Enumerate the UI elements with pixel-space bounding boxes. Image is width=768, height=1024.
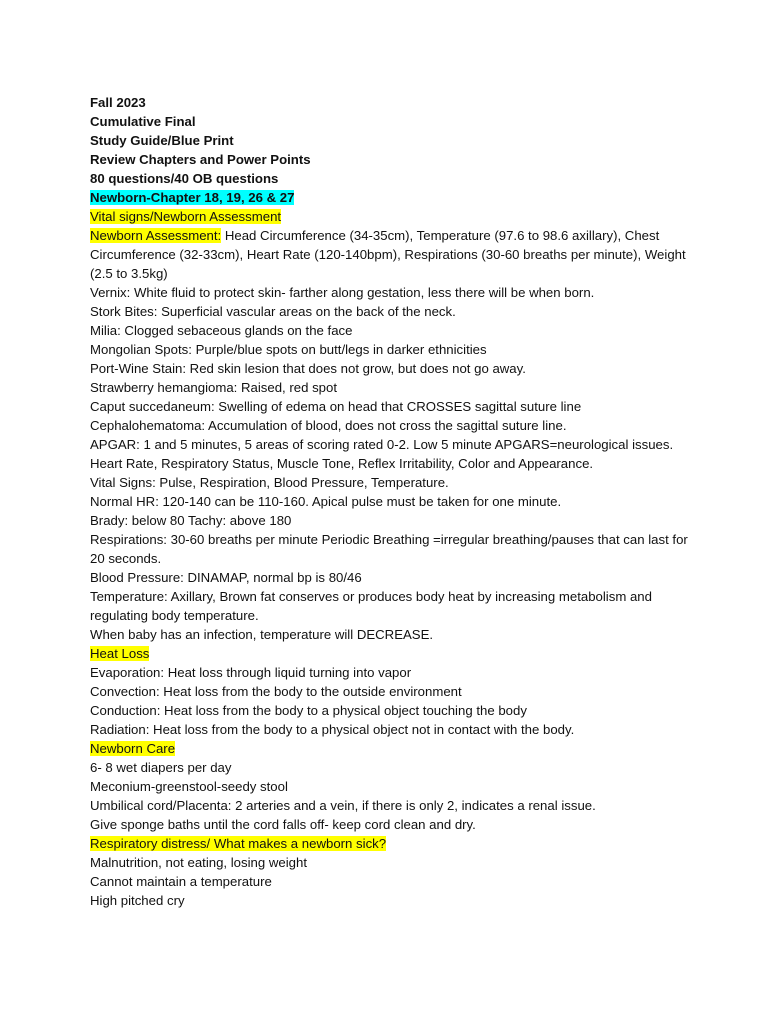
assessment-item: Strawberry hemangioma: Raised, red spot — [90, 380, 338, 395]
newborn-care-item: Give sponge baths until the cord falls off- keep cord clean and dry. — [90, 817, 476, 832]
header-review: Review Chapters and Power Points — [90, 152, 311, 167]
heat-loss-item: Radiation: Heat loss from the body to a physical object not in contact with the body. — [90, 722, 575, 737]
assessment-item: Vital Signs: Pulse, Respiration, Blood Pressure, Temperature. — [90, 475, 449, 490]
assessment-item: Respirations: 30-60 breaths per minute Periodic Breathing =irregular breathing/pauses that can last for 20 seconds. — [90, 532, 688, 566]
newborn-care-item: Umbilical cord/Placenta: 2 arteries and a vein, if there is only 2, indicates a renal issue. — [90, 798, 596, 813]
chapter-heading: Newborn-Chapter 18, 19, 26 & 27 — [90, 190, 295, 205]
newborn-care-item: Meconium-greenstool-seedy stool — [90, 779, 288, 794]
newborn-assessment-text: Head Circumference (34-35cm), Temperature (97.6 to 98.6 axillary), Chest Circumference (32-33cm), Heart Rate (120-140bpm), Respirations (30-60 breaths per minute), Weight (2.5 to 3.5kg) — [90, 228, 686, 281]
header-exam: Cumulative Final — [90, 114, 196, 129]
heat-loss-item: Convection: Heat loss from the body to the outside environment — [90, 684, 462, 699]
respiratory-heading: Respiratory distress/ What makes a newborn sick? — [90, 836, 387, 851]
assessment-item: Normal HR: 120-140 can be 110-160. Apical pulse must be taken for one minute. — [90, 494, 562, 509]
assessment-item: Blood Pressure: DINAMAP, normal bp is 80/46 — [90, 570, 362, 585]
document-page — [90, 93, 690, 910]
chapter-heading-line — [90, 188, 690, 207]
heat-loss-item: Conduction: Heat loss from the body to a physical object touching the body — [90, 703, 527, 718]
newborn-care-heading-line — [90, 739, 690, 758]
assessment-item: Caput succedaneum: Swelling of edema on head that CROSSES sagittal suture line — [90, 399, 582, 414]
assessment-item: Mongolian Spots: Purple/blue spots on butt/legs in darker ethnicities — [90, 342, 487, 357]
respiratory-item: High pitched cry — [90, 893, 185, 908]
heat-loss-heading: Heat Loss — [90, 646, 150, 661]
assessment-item: When baby has an infection, temperature will DECREASE. — [90, 627, 434, 642]
newborn-care-heading: Newborn Care — [90, 741, 176, 756]
assessment-item: Stork Bites: Superficial vascular areas on the back of the neck. — [90, 304, 456, 319]
heat-loss-item: Evaporation: Heat loss through liquid turning into vapor — [90, 665, 412, 680]
assessment-item: Temperature: Axillary, Brown fat conserves or produces body heat by increasing metabolism and regulating body temperature. — [90, 589, 652, 623]
vital-assessment-heading: Vital signs/Newborn Assessment — [90, 209, 282, 224]
newborn-assessment-paragraph — [90, 226, 690, 283]
header-term: Fall 2023 — [90, 95, 146, 110]
header-questions: 80 questions/40 OB questions — [90, 171, 279, 186]
respiratory-item: Cannot maintain a temperature — [90, 874, 272, 889]
newborn-care-item: 6- 8 wet diapers per day — [90, 760, 232, 775]
respiratory-item: Malnutrition, not eating, losing weight — [90, 855, 307, 870]
vital-assessment-heading-line — [90, 207, 690, 226]
newborn-assessment-label: Newborn Assessment: — [90, 228, 222, 243]
respiratory-heading-line — [90, 834, 690, 853]
assessment-item: Milia: Clogged sebaceous glands on the face — [90, 323, 353, 338]
assessment-item: Cephalohematoma: Accumulation of blood, does not cross the sagittal suture line. — [90, 418, 567, 433]
assessment-item: APGAR: 1 and 5 minutes, 5 areas of scoring rated 0-2. Low 5 minute APGARS=neurological issues. Heart Rate, Respiratory Status, Muscle Tone, Reflex Irritability, Color and Appearance. — [90, 437, 674, 471]
assessment-item: Brady: below 80 Tachy: above 180 — [90, 513, 292, 528]
header-guide: Study Guide/Blue Print — [90, 133, 234, 148]
assessment-item: Port-Wine Stain: Red skin lesion that does not grow, but does not go away. — [90, 361, 526, 376]
heat-loss-heading-line — [90, 644, 690, 663]
assessment-item: Vernix: White fluid to protect skin- farther along gestation, less there will be when born. — [90, 285, 595, 300]
